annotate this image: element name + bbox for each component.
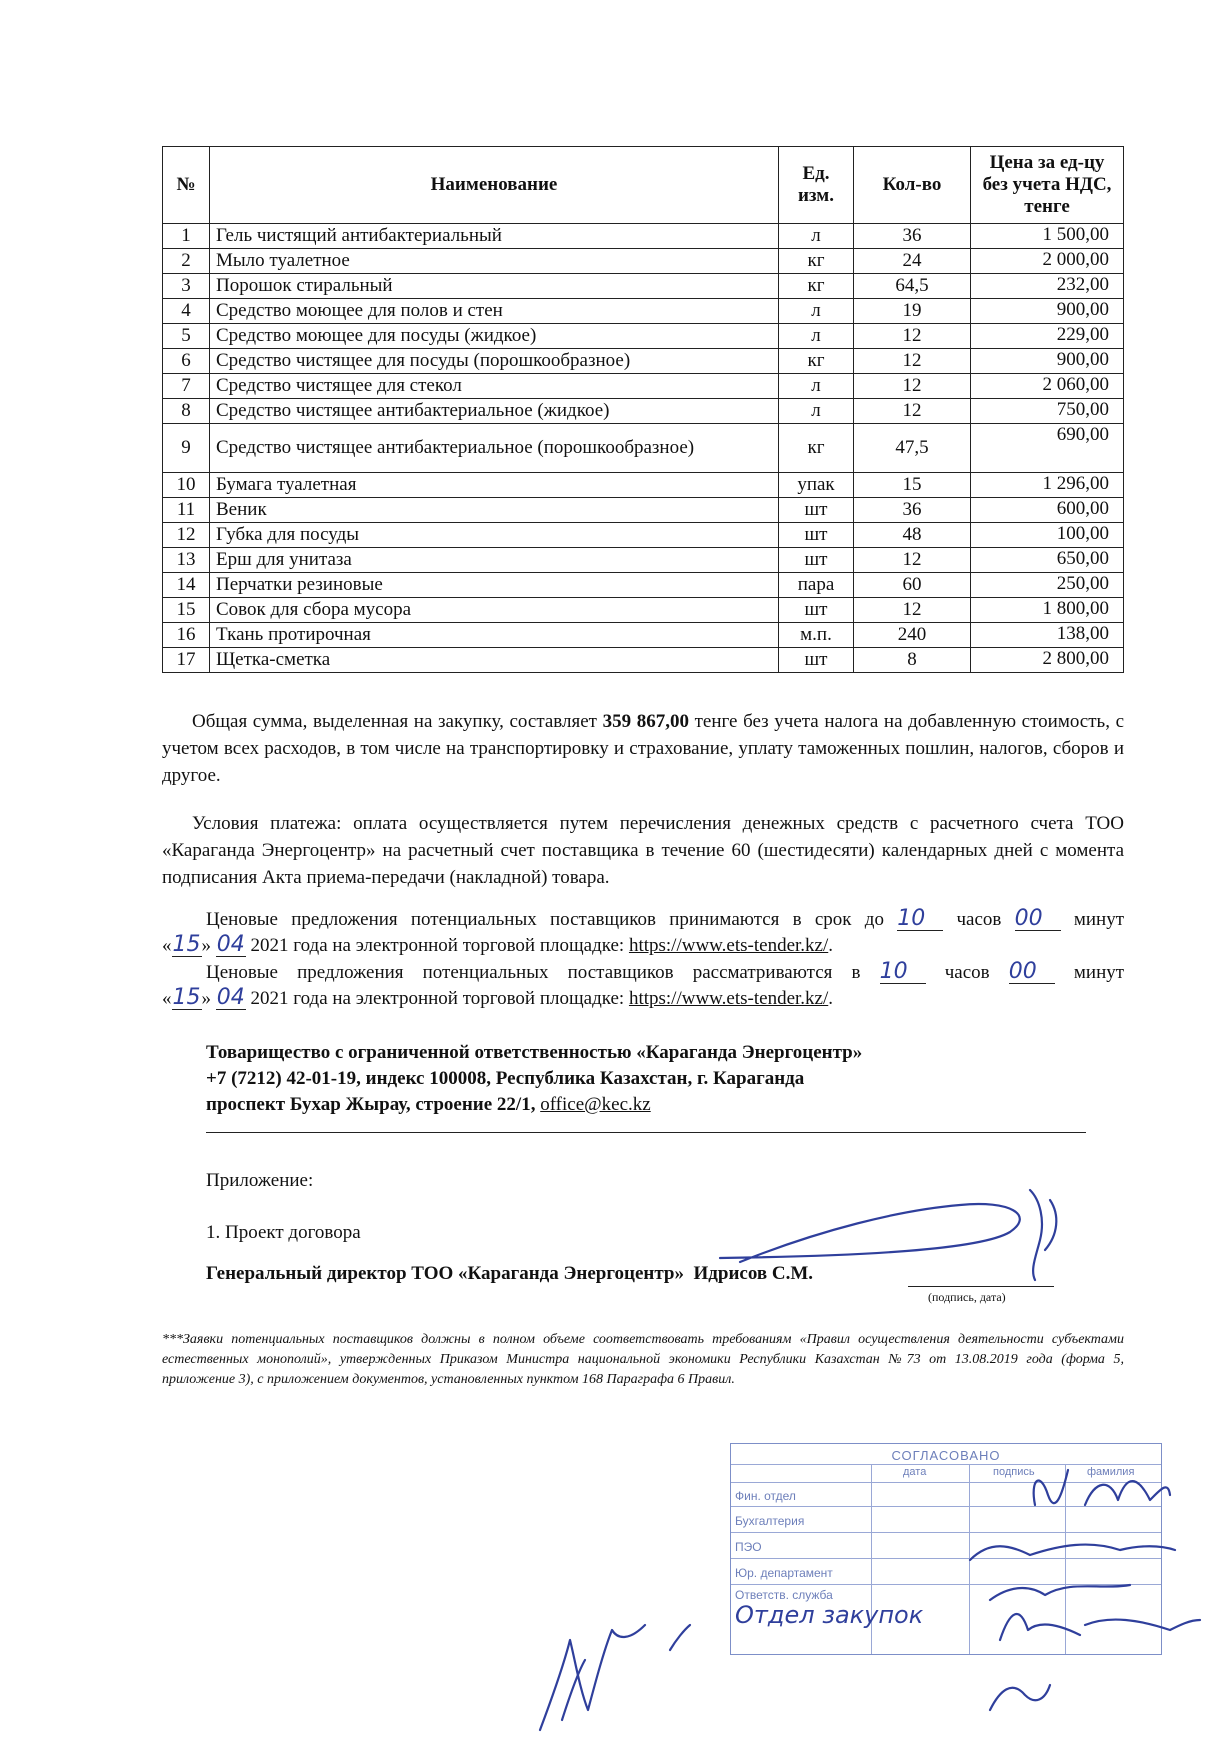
director-signature-stroke [720, 1204, 1020, 1262]
director-signature-stroke [1030, 1190, 1042, 1280]
cell-unit: м.п. [779, 623, 854, 648]
cell-price: 650,00 [971, 548, 1124, 573]
cell-price: 1 296,00 [971, 473, 1124, 498]
cell-name: Перчатки резиновые [210, 573, 779, 598]
cell-price: 600,00 [971, 498, 1124, 523]
cell-qty: 15 [854, 473, 971, 498]
table-row [163, 573, 1124, 598]
cell-unit: л [779, 299, 854, 324]
items-table-body [163, 224, 1124, 673]
accept-day: 15 [172, 932, 201, 957]
margin-signature-stroke [540, 1625, 645, 1730]
stamp-row-responsible: Ответств. служба [735, 1588, 833, 1602]
cell-unit: л [779, 324, 854, 349]
cell-num: 17 [163, 648, 210, 673]
cell-num: 10 [163, 473, 210, 498]
cell-price: 2 000,00 [971, 249, 1124, 274]
table-row [163, 648, 1124, 673]
cell-unit: кг [779, 349, 854, 374]
cell-qty: 60 [854, 573, 971, 598]
cell-price: 232,00 [971, 274, 1124, 299]
table-row [163, 523, 1124, 548]
review-hours: 10 [880, 961, 926, 984]
company-address: проспект Бухар Жырау, строение 22/1, [206, 1094, 541, 1115]
accept-minutes-word: минут [1073, 909, 1125, 930]
review-text: Ценовые предложения потенциальных поставщиков рассматриваются в [206, 962, 861, 983]
cell-num: 2 [163, 249, 210, 274]
stamp-col-surname: фамилия [1087, 1466, 1135, 1478]
cell-unit: кг [779, 249, 854, 274]
table-row [163, 399, 1124, 424]
cell-name: Средство чистящее для посуды (порошкообразное) [210, 349, 779, 374]
review-minutes: 00 [1009, 961, 1055, 984]
review-schedule: Ценовые предложения потенциальных поставщиков рассматриваются в 10 часов 00 минут «15» 04 2021 года на электронной торговой площадке: https://www.ets-tender.kz/. [162, 959, 1125, 1010]
cell-num: 12 [163, 523, 210, 548]
table-row [163, 598, 1124, 623]
stamp-rule [731, 1584, 1161, 1585]
margin-signature-stroke [670, 1625, 690, 1650]
review-url-link[interactable]: https://www.ets-tender.kz/ [628, 988, 829, 1009]
table-row [163, 299, 1124, 324]
accept-hours: 10 [897, 908, 943, 931]
cell-unit: упак [779, 473, 854, 498]
cell-num: 5 [163, 324, 210, 349]
accept-text: Ценовые предложения потенциальных поставщиков принимаются в срок до [206, 909, 884, 930]
cell-num: 9 [163, 424, 210, 473]
margin-signature-stroke [562, 1660, 585, 1720]
cell-qty: 12 [854, 349, 971, 374]
stamp-row-peo: ПЭО [735, 1540, 762, 1554]
header-unit: Ед. изм. [779, 147, 854, 224]
table-row [163, 623, 1124, 648]
cell-name: Мыло туалетное [210, 249, 779, 274]
items-table [162, 146, 1124, 673]
cell-qty: 240 [854, 623, 971, 648]
payment-paragraph: Условия платежа: оплата осуществляется путем перечисления денежных средств с расчетного счета ТОО «Караганда Энергоцентр» на расчетный счет поставщика в течение 60 (шестидесяти) календарных дней с момента подписания Акта приема-передачи (накладной) товара. [162, 813, 1124, 888]
cell-name: Средство моющее для полов и стен [210, 299, 779, 324]
cell-price: 2 800,00 [971, 648, 1124, 673]
cell-name: Средство чистящее для стекол [210, 374, 779, 399]
review-year-text: 2021 года на электронной торговой площадке: [250, 988, 625, 1009]
cell-price: 1 500,00 [971, 224, 1124, 249]
cell-qty: 12 [854, 399, 971, 424]
attachment-item: 1. Проект договора [206, 1222, 361, 1243]
cell-name: Бумага туалетная [210, 473, 779, 498]
cell-name: Ерш для унитаза [210, 548, 779, 573]
attachment-label: Приложение: [206, 1170, 314, 1191]
cell-qty: 12 [854, 374, 971, 399]
cell-num: 6 [163, 349, 210, 374]
table-row [163, 473, 1124, 498]
cell-price: 1 800,00 [971, 598, 1124, 623]
stamp-rule [1065, 1464, 1066, 1654]
cell-unit: шт [779, 498, 854, 523]
accept-month: 04 [216, 932, 245, 957]
cell-name: Средство чистящее антибактериальное (жидкое) [210, 399, 779, 424]
cell-name: Веник [210, 498, 779, 523]
footnote: ***Заявки потенциальных поставщиков должны в полном объеме соответствовать требованиям «Правил осуществления деятельности субъектами естественных монополий», утвержденных Приказом Министра национальной экономики Республики Казахстан №73 от 13.08.2019 года (форма 5, приложение 3), с приложением документов, установленных пунктом 168 Параграфа 6 Правил. [162, 1332, 1124, 1387]
cell-name: Ткань протирочная [210, 623, 779, 648]
cell-unit: л [779, 399, 854, 424]
cell-qty: 12 [854, 598, 971, 623]
cell-name: Порошок стиральный [210, 274, 779, 299]
cell-num: 7 [163, 374, 210, 399]
cell-num: 11 [163, 498, 210, 523]
cell-name: Средство чистящее антибактериальное (порошкообразное) [210, 424, 779, 473]
cell-unit: пара [779, 573, 854, 598]
stamp-row-finance: Фин. отдел [735, 1489, 796, 1503]
cell-qty: 48 [854, 523, 971, 548]
stamp-col-date: дата [903, 1466, 927, 1478]
cell-qty: 12 [854, 324, 971, 349]
review-hours-word: часов [944, 962, 990, 983]
total-text-before: Общая сумма, выделенная на закупку, составляет [192, 711, 603, 732]
cell-qty: 8 [854, 648, 971, 673]
stamp-row-legal: Юр. департамент [735, 1566, 833, 1580]
stamp-handwritten-dept: Отдел закупок [735, 1601, 924, 1629]
cell-price: 2 060,00 [971, 374, 1124, 399]
table-row [163, 498, 1124, 523]
accept-year-text: 2021 года на электронной торговой площадке: [250, 935, 625, 956]
table-row [163, 249, 1124, 274]
accept-minutes: 00 [1015, 908, 1061, 931]
cell-name: Средство моющее для посуды (жидкое) [210, 324, 779, 349]
cell-qty: 19 [854, 299, 971, 324]
cell-price: 900,00 [971, 349, 1124, 374]
cell-name: Совок для сбора мусора [210, 598, 779, 623]
total-text-after: тенге без учета налога на добавленную стоимость, с учетом всех расходов, в том числе на транспортировку и страхование, уплату таможенных пошлин, налогов, сборов и другое. [162, 711, 1125, 786]
cell-num: 16 [163, 623, 210, 648]
header-name: Наименование [210, 147, 779, 224]
stamp-rule [731, 1482, 1161, 1483]
accept-url-link[interactable]: https://www.ets-tender.kz/ [628, 935, 829, 956]
table-row [163, 424, 1124, 473]
cell-unit: шт [779, 598, 854, 623]
cell-num: 14 [163, 573, 210, 598]
cell-price: 100,00 [971, 523, 1124, 548]
director-title: Генеральный директор ТОО «Караганда Энергоцентр» [206, 1263, 684, 1284]
approval-stamp [730, 1443, 1162, 1655]
cell-num: 15 [163, 598, 210, 623]
cell-unit: шт [779, 523, 854, 548]
cell-num: 1 [163, 224, 210, 249]
table-header-row [163, 147, 1124, 224]
stamp-signature-stroke [990, 1685, 1050, 1710]
stamp-title: СОГЛАСОВАНО [891, 1448, 1001, 1463]
company-name: Товарищество с ограниченной ответственностью «Караганда Энергоцентр» [206, 1042, 863, 1063]
table-row [163, 349, 1124, 374]
cell-unit: шт [779, 548, 854, 573]
company-contacts: +7 (7212) 42-01-19, индекс 100008, Республика Казахстан, г. Караганда [206, 1068, 805, 1089]
stamp-rule [969, 1464, 970, 1654]
table-row [163, 274, 1124, 299]
cell-unit: л [779, 224, 854, 249]
cell-unit: кг [779, 274, 854, 299]
company-email-link[interactable]: office@kec.kz [540, 1094, 651, 1115]
table-row [163, 224, 1124, 249]
total-amount: 359 867,00 [602, 711, 689, 732]
cell-qty: 36 [854, 498, 971, 523]
header-num: № [163, 147, 210, 224]
stamp-row-accounting: Бухгалтерия [735, 1514, 805, 1528]
cell-qty: 64,5 [854, 274, 971, 299]
cell-price: 229,00 [971, 324, 1124, 349]
cell-qty: 24 [854, 249, 971, 274]
signature-caption: (подпись, дата) [928, 1290, 1006, 1304]
director-signature-line [206, 1263, 813, 1285]
cell-name: Гель чистящий антибактериальный [210, 224, 779, 249]
cell-num: 3 [163, 274, 210, 299]
total-paragraph [162, 708, 1124, 789]
cell-name: Губка для посуды [210, 523, 779, 548]
stamp-rule [731, 1506, 1161, 1507]
stamp-rule [731, 1532, 1161, 1533]
cell-unit: л [779, 374, 854, 399]
cell-price: 690,00 [971, 424, 1124, 473]
cell-price: 750,00 [971, 399, 1124, 424]
table-row [163, 374, 1124, 399]
cell-name: Щетка-сметка [210, 648, 779, 673]
director-name: Идрисов С.М. [693, 1263, 814, 1284]
header-price: Цена за ед-цу без учета НДС, тенге [971, 147, 1124, 224]
stamp-rule [731, 1558, 1161, 1559]
signature-underline [908, 1286, 1054, 1287]
review-minutes-word: минут [1073, 962, 1125, 983]
cell-price: 900,00 [971, 299, 1124, 324]
stamp-col-signature: подпись [993, 1466, 1035, 1478]
divider-line [206, 1132, 1086, 1133]
accept-schedule: Ценовые предложения потенциальных поставщиков принимаются в срок до 10 часов 00 минут «15» 04 2021 года на электронной торговой площадке: https://www.ets-tender.kz/. [162, 906, 1125, 957]
header-qty: Кол-во [854, 147, 971, 224]
company-block [206, 1040, 1106, 1118]
cell-num: 4 [163, 299, 210, 324]
accept-hours-word: часов [956, 909, 1002, 930]
review-day: 15 [172, 985, 201, 1010]
stamp-rule [731, 1464, 1161, 1465]
cell-qty: 12 [854, 548, 971, 573]
cell-qty: 47,5 [854, 424, 971, 473]
cell-num: 8 [163, 399, 210, 424]
cell-unit: кг [779, 424, 854, 473]
review-month: 04 [216, 985, 245, 1010]
table-row [163, 324, 1124, 349]
director-signature-stroke [1045, 1200, 1056, 1250]
table-row [163, 548, 1124, 573]
cell-num: 13 [163, 548, 210, 573]
cell-price: 138,00 [971, 623, 1124, 648]
cell-price: 250,00 [971, 573, 1124, 598]
cell-qty: 36 [854, 224, 971, 249]
cell-unit: шт [779, 648, 854, 673]
